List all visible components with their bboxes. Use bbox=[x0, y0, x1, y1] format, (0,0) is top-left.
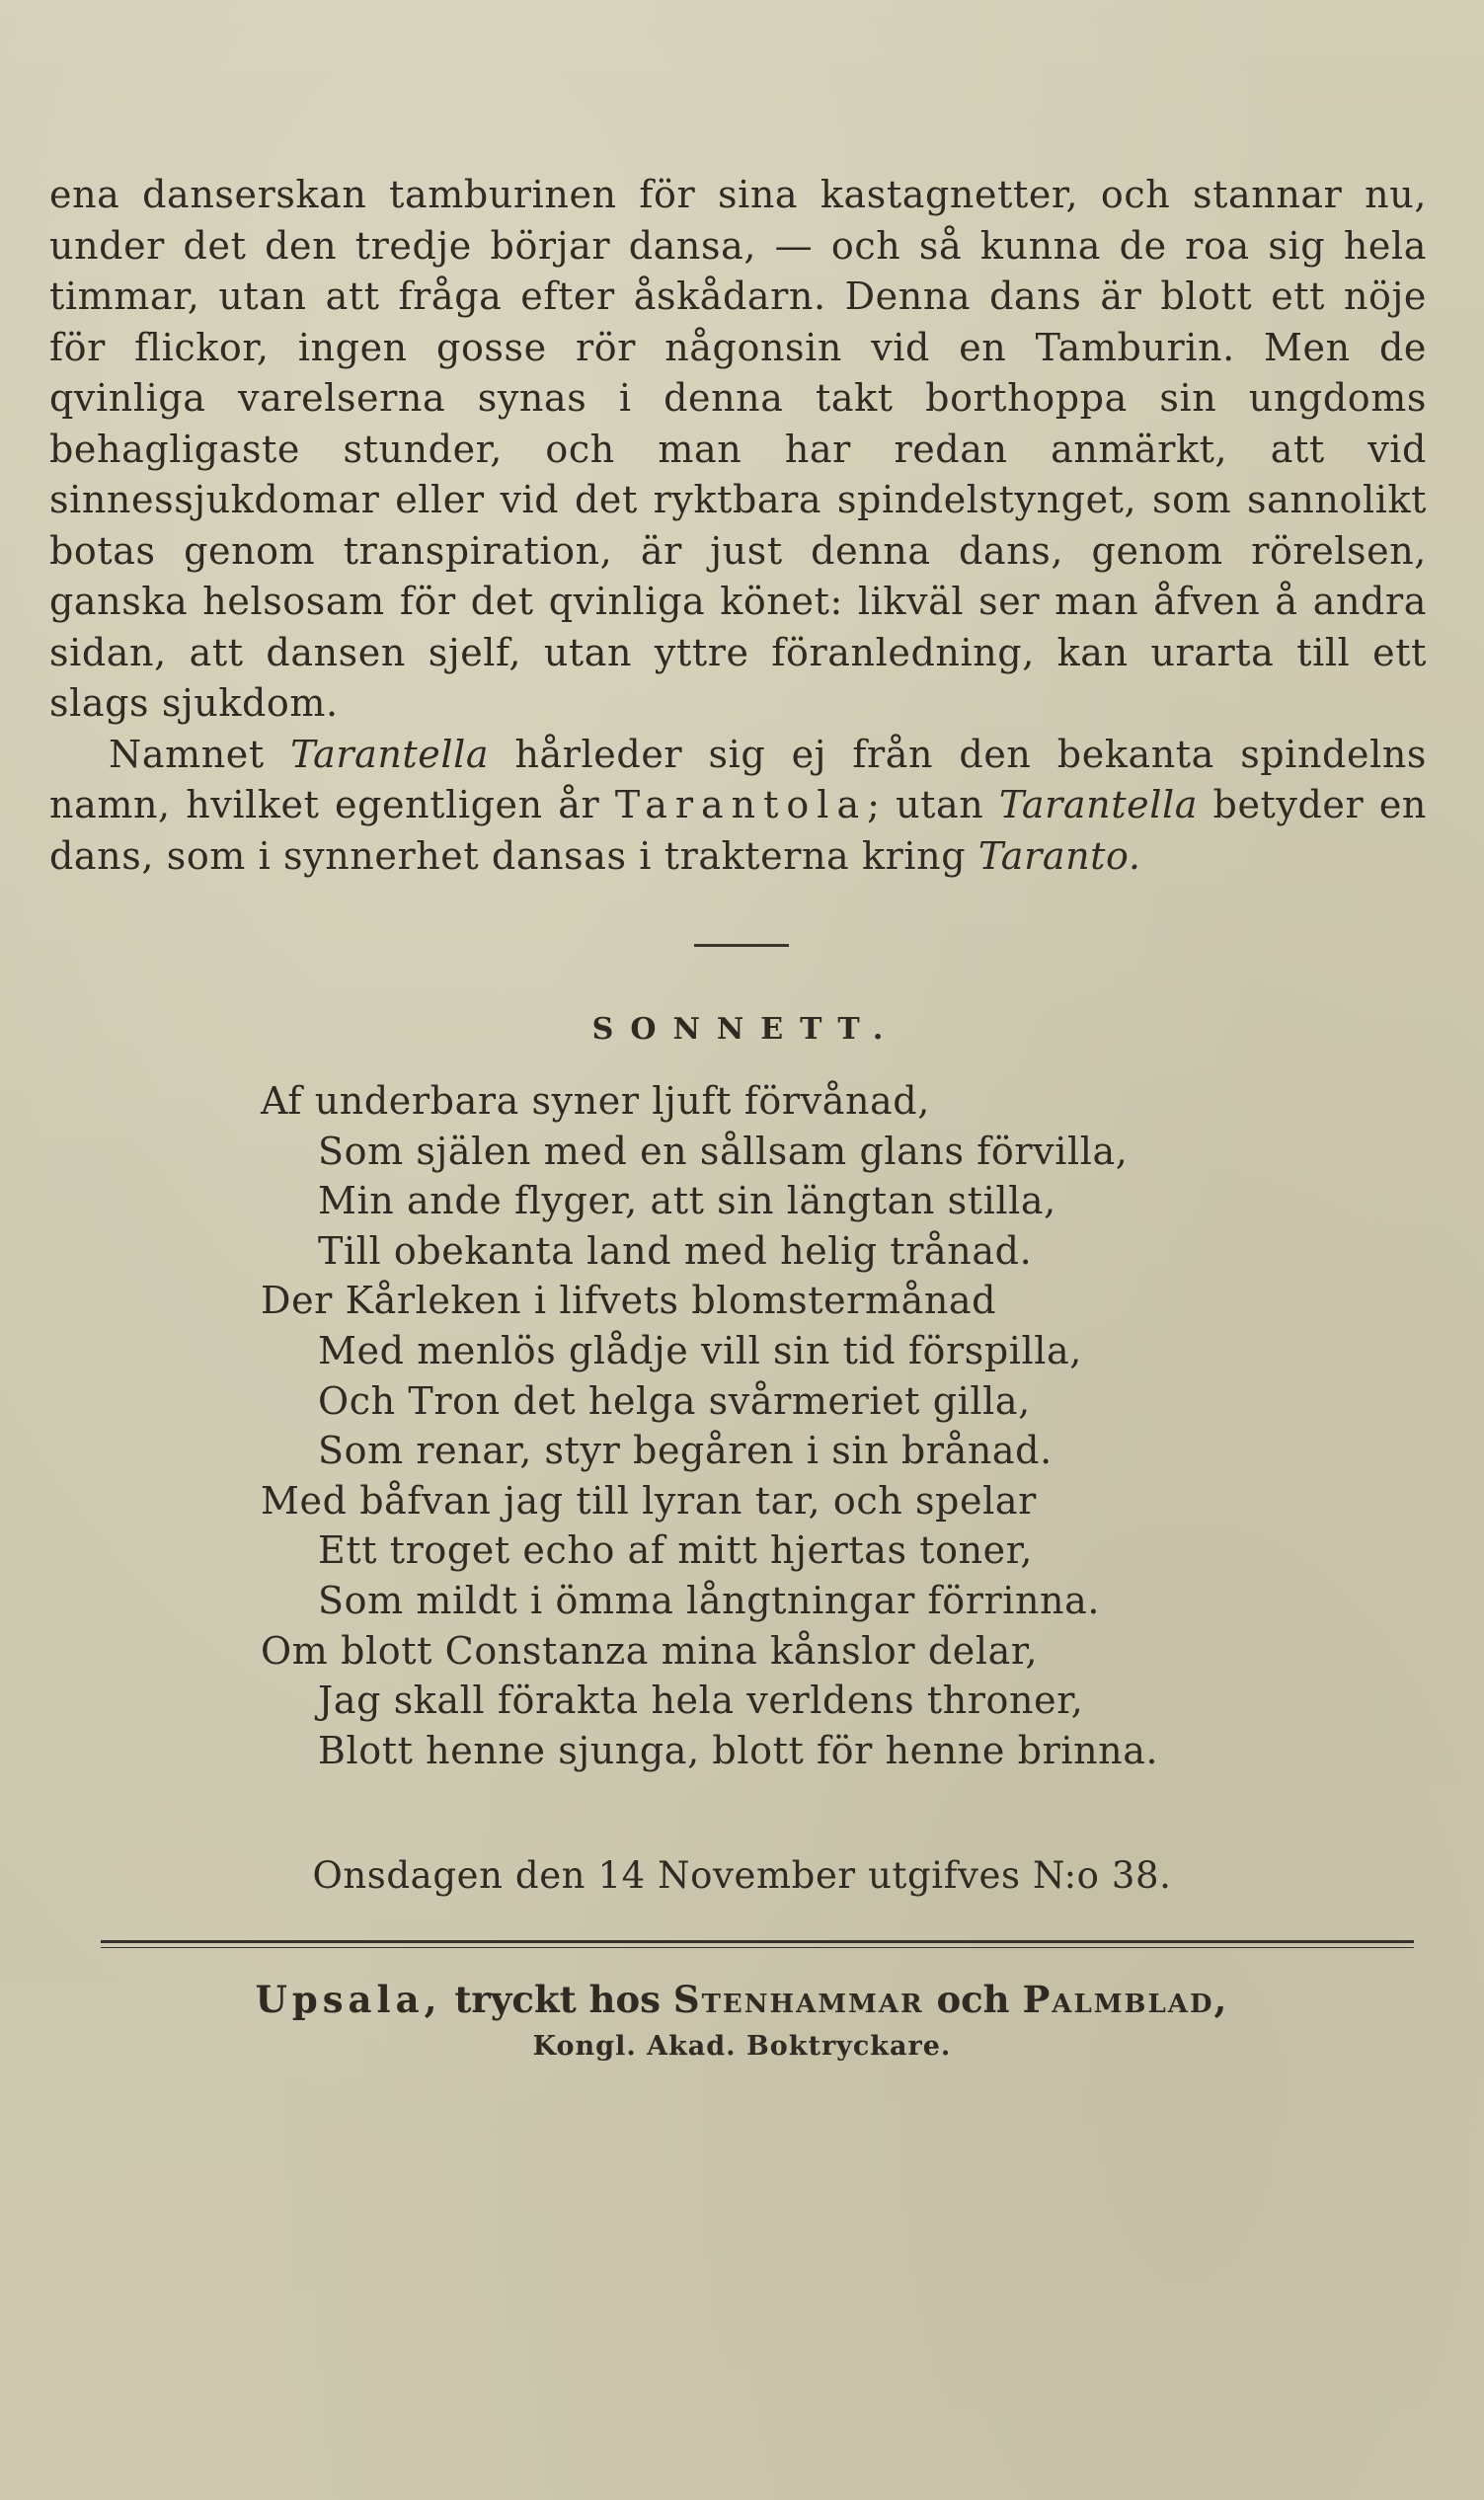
imprint-printer-1: Stenhammar bbox=[672, 1978, 924, 2021]
sonnet-line: Om blott Constanza mina kånslor delar, bbox=[261, 1628, 1039, 1673]
sonnet-line: Jag skall förakta hela verldens throner, bbox=[318, 1679, 1084, 1723]
prose-block bbox=[49, 170, 1427, 882]
sonnet-line: Af underbara syner ljuft förvånad, bbox=[261, 1079, 930, 1123]
printer-title: Kongl. Akad. Boktryckare. bbox=[532, 2031, 952, 2062]
sonnet-line: Och Tron det helga svårmeriet gilla, bbox=[318, 1378, 1031, 1423]
sonnet-line: Der Kårleken i lifvets blomstermånad bbox=[261, 1279, 997, 1323]
p2-italic-tarantella: Tarantella bbox=[290, 732, 490, 776]
publication-notice: Onsdagen den 14 November utgifves N:o 38. bbox=[312, 1854, 1172, 1897]
imprint-printer-2: Palmblad, bbox=[1022, 1978, 1229, 2021]
sonnet-line: Som renar, styr begåren i sin brånad. bbox=[318, 1429, 1053, 1473]
section-divider bbox=[694, 944, 789, 947]
p2-text-c: hårleder sig ej från den bekanta spindelns namn, hvilket egentligen år bbox=[49, 732, 1427, 826]
sonnet-title: SONNETT. bbox=[591, 1012, 900, 1047]
sonnet-line: Blott henne sjunga, blott för henne brinna. bbox=[318, 1728, 1159, 1772]
sonnet-line: Med båfvan jag till lyran tar, och spelar bbox=[261, 1478, 1037, 1523]
sonnet-line: Som mildt i ömma långtningar förrinna. bbox=[318, 1578, 1101, 1622]
p2-text-g: betyder en dans, som i synnerhet dansas i trakterna kring bbox=[49, 783, 1427, 878]
sonnet-line: Min ande flyger, att sin längtan stilla, bbox=[318, 1179, 1056, 1223]
double-rule-divider bbox=[101, 1940, 1414, 1948]
imprint-line bbox=[0, 1978, 1484, 2021]
p2-italic-tarantella-2: Tarantella bbox=[998, 783, 1198, 826]
sonnet-line: Till obekanta land med helig trånad. bbox=[318, 1228, 1033, 1273]
sonnet-body bbox=[261, 1076, 1158, 1775]
imprint-city: Upsala, bbox=[255, 1978, 442, 2021]
p2-text-e: ; utan bbox=[867, 783, 999, 826]
p2-text-a: Namnet bbox=[109, 732, 291, 776]
sonnet-line: Ett troget echo af mitt hjertas toner, bbox=[318, 1528, 1034, 1573]
p2-italic-taranto: Taranto. bbox=[977, 833, 1141, 878]
imprint-and: och bbox=[923, 1978, 1023, 2021]
paragraph-2 bbox=[49, 730, 1427, 883]
p2-spaced-tarantola: Tarantola bbox=[614, 783, 868, 826]
imprint-mid: tryckt hos bbox=[441, 1978, 673, 2021]
sonnet-line: Som själen med en sållsam glans förvilla, bbox=[318, 1129, 1129, 1173]
sonnet-line: Med menlös glådje vill sin tid förspilla, bbox=[318, 1328, 1082, 1372]
paragraph-1: ena danserskan tamburinen för sina kastagnetter, och stannar nu, under det den tredje börjar dansa, — och så kunna de roa sig hela timmar, utan att fråga efter åskådarn. Denna dans är blott ett nöje för flickor, ingen gosse rör någonsin vid en Tamburin. Men de qvinliga varelserna synas i denna takt borthoppa sin ungdoms behagligaste stunder, och man har redan anmärkt, att vid sinnessjukdomar eller vid det ryktbara spindelstynget, som sannolikt botas genom transpiration, är just denna dans, genom rörelsen, ganska helsosam för det qvinliga könet: likväl ser man åfven å andra sidan, att dansen sjelf, utan yttre föranledning, kan urarta till ett slags sjukdom. bbox=[49, 173, 1427, 725]
